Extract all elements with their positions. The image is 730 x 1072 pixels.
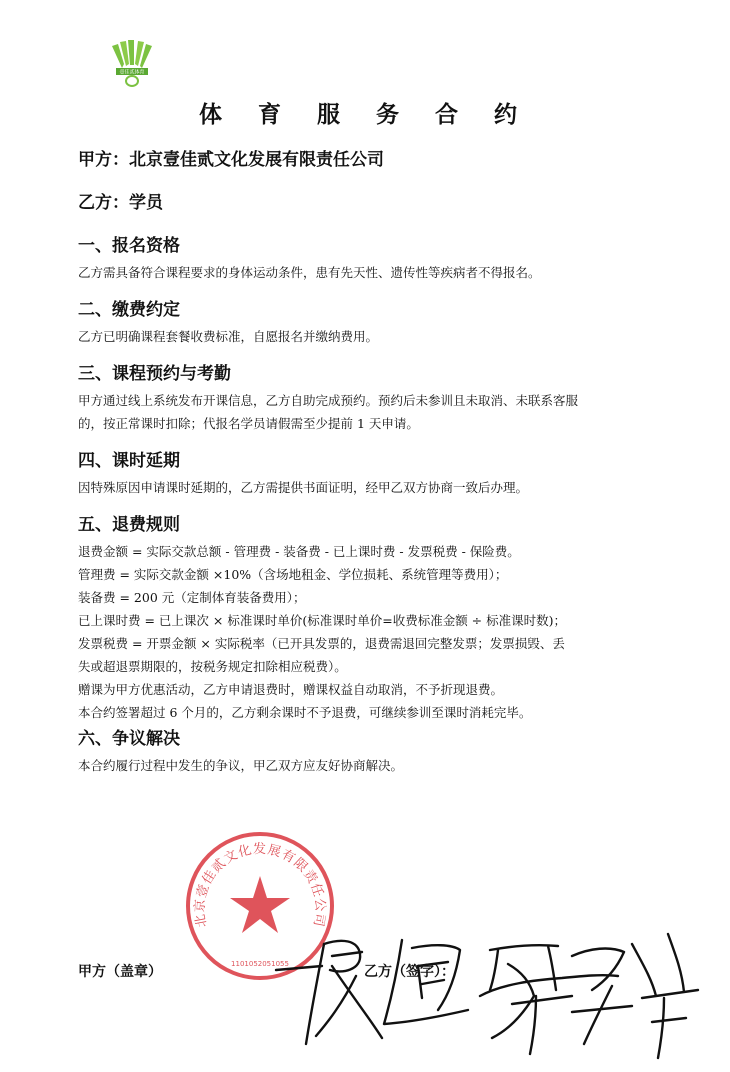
party-a: 甲方：北京壹佳贰文化发展有限责任公司 [78, 150, 384, 170]
section-heading-disputes: 六、争议解决 [78, 729, 180, 749]
text-line: 装备费 = 200 元（定制体育装备费用）； [78, 590, 306, 605]
seal-code: 1101052051055 [231, 960, 289, 968]
document-title: 体 育 服 务 合 约 [198, 102, 532, 128]
section-heading-refund: 五、退费规则 [78, 515, 180, 535]
section-body-disputes [78, 754, 650, 777]
party-a-seal-label: 甲方（盖章） [78, 964, 162, 980]
text-line: 乙方已明确课程套餐收费标准，自愿报名并缴纳费用。 [78, 329, 379, 344]
handwritten-signature [272, 926, 702, 1066]
section-body-booking [78, 389, 650, 435]
text-line: 退费金额 = 实际交款总额 - 管理费 - 装备费 - 已上课时费 - 发票税费 - 保险费。 [78, 544, 520, 559]
text-line: 失或超退票期限的，按税务规定扣除相应税费）。 [78, 659, 347, 674]
party-b: 乙方：学员 [78, 193, 163, 213]
section-body-refund [78, 540, 650, 724]
section-heading-extension: 四、课时延期 [78, 451, 180, 471]
text-line: 乙方需具备符合课程要求的身体运动条件，患有先天性、遗传性等疾病者不得报名。 [78, 265, 541, 280]
seal-star [230, 876, 290, 933]
text-line: 因特殊原因申请课时延期的，乙方需提供书面证明，经甲乙双方协商一致后办理。 [78, 480, 529, 495]
section-heading-payment: 二、缴费约定 [78, 300, 180, 320]
company-logo [108, 38, 156, 88]
section-heading-eligibility: 一、报名资格 [78, 236, 180, 256]
section-body-extension [78, 476, 650, 499]
text-line: 本合约签署超过 6 个月的，乙方剩余课时不予退费，可继续参训至课时消耗完毕。 [78, 705, 532, 720]
text-line: 发票税费 = 开票金额 × 实际税率（已开具发票的，退费需退回完整发票；发票损毁、丢 [78, 636, 565, 651]
section-heading-booking: 三、课程预约与考勤 [78, 364, 231, 384]
text-line: 管理费 = 实际交款金额 ×10%（含场地租金、学位损耗、系统管理等费用）； [78, 567, 508, 582]
text-line: 的，按正常课时扣除；代报名学员请假需至少提前 1 天申请。 [78, 416, 419, 431]
seal-text: 北京壹佳贰文化发展有限责任公司 [192, 842, 328, 929]
section-body-payment [78, 325, 650, 348]
text-line: 已上课时费 = 已上课次 × 标准课时单价(标准课时单价=收费标准金额 ÷ 标准课时数)； [78, 613, 566, 628]
logo-text: 壹佳贰体育 [119, 69, 145, 76]
text-line: 甲方通过线上系统发布开课信息，乙方自助完成预约。预约后未参训且未取消、未联系客服 [78, 393, 579, 408]
party-b-signature-label: 乙方（签字）： [364, 964, 455, 980]
section-body-eligibility [78, 261, 650, 284]
text-line: 赠课为甲方优惠活动，乙方申请退费时，赠课权益自动取消，不予折现退费。 [78, 682, 504, 697]
text-line: 本合约履行过程中发生的争议，甲乙双方应友好协商解决。 [78, 758, 404, 773]
